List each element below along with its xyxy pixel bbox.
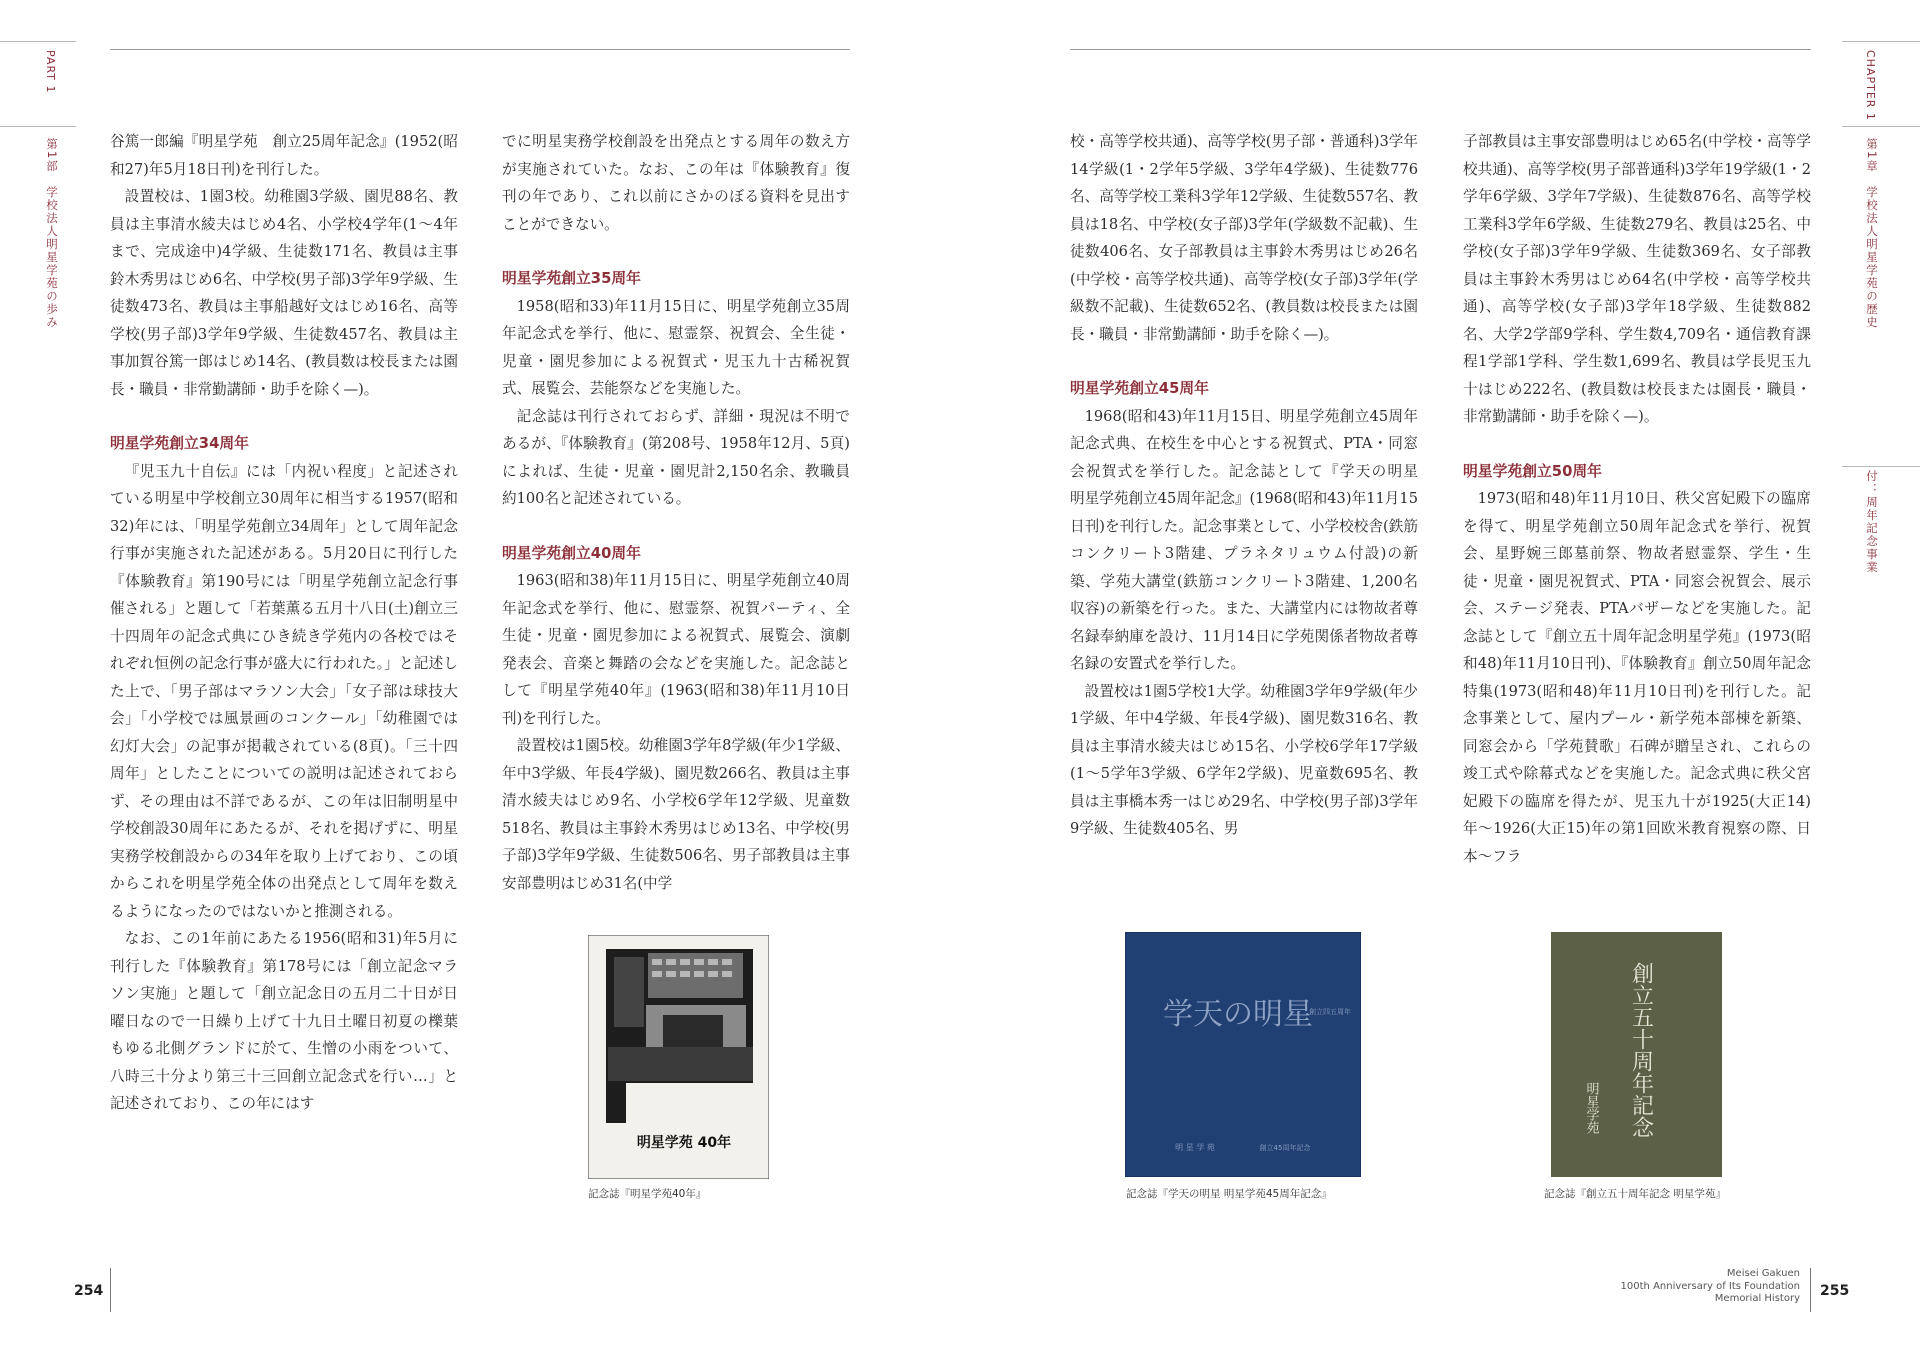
footer-line-1: Meisei Gakuen: [1726, 1268, 1800, 1279]
paragraph: 谷篤一郎編『明星学苑 創立25周年記念』(1952(昭和27)年5月18日刊)を刊行した。: [110, 133, 458, 178]
left-margin-rule: [0, 41, 76, 42]
paragraph: 記念誌は刊行されておらず、詳細・現況は不明であるが、『体験教育』(第208号、1958年12月、5頁)によれば、生徒・児童・園児計2,150名余、教職員約100名と記述されている。: [502, 407, 850, 507]
right-margin-rule-2: [1842, 126, 1920, 127]
figure-40th-caption: 記念誌『明星学苑40年』: [588, 1188, 707, 1200]
right-page-number-divider: [1810, 1268, 1811, 1312]
footer-line-2: 100th Anniversary of Its Foundation: [1620, 1280, 1800, 1292]
figure-50th-caption: 記念誌『創立五十周年記念 明星学苑』: [1544, 1188, 1726, 1200]
cover-50th-image: [1551, 932, 1722, 1177]
cover-50th-subtitle: 明星学苑: [1583, 1082, 1599, 1134]
paragraph: 子部教員は主事安部豊明はじめ65名(中学校・高等学校共通)、高等学校(男子部普通科)3学年19学級(1・2学年6学級、3学年7学級)、生徒数876名、高等学校工業科3学年6学級、生徒数279名、教員は25名、中学校(女子部)3学年9学級、生徒数369名、女子部教員は主事鈴木秀男はじめ64名(中学校・高等学校共通)、高等学校(女子部)3学年18学級、生徒数882名、大学2学部9学科、学生数4,709名・通信教育課程1学部1学科、学生数1,699名、教員は学長児玉九十はじめ222名、(教員数は校長または園長・職員・非常勤講師・助手を除く—)。: [1463, 133, 1811, 425]
paragraph: 設置校は1園5学校1大学。幼稚園3学年9学級(年少1学級、年中4学級、年長4学級)、園児数316名、教員は主事清水綾夫はじめ15名、小学校6学年17学級(1〜5学年3学級、6学年2学級)、児童数695名、教員は主事橋本秀一はじめ29名、中学校(男子部)3学年9学級、生徒数405名、男: [1070, 682, 1418, 837]
right-column-1: [1070, 128, 1433, 843]
cover-45th-bottom-right: 創立45周年記念: [1259, 1144, 1311, 1152]
footer-line-3: Memorial History: [1714, 1293, 1800, 1304]
right-margin-rule-3: [1842, 466, 1920, 467]
paragraph: 設置校は、1園3校。幼稚園3学級、園児88名、教員は主事清水綾夫はじめ4名、小学校4学年(1〜4年まで、完成途中)4学級、生徒数171名、教員は主事鈴木秀男はじめ6名、中学校(男子部)3学年9学級、生徒数473名、教員は主事船越好文はじめ16名、高等学校(男子部)3学年9学級、生徒数457名、教員は主事加賀谷篤一郎はじめ14名、(教員数は校長または園長・職員・非常勤講師・助手を除く—)。: [110, 188, 458, 398]
paragraph: 校・高等学校共通)、高等学校(男子部・普通科)3学年14学級(1・2学年5学級、3学年4学級)、生徒数776名、高等学校工業科3学年12学級、生徒数557名、教員は18名、中学校(女子部)3学年(学級数不記載)、生徒数406名、女子部教員は主事鈴木秀男はじめ26名(中学校・高等学校共通)、高等学校(女子部)3学年(学級数不記載)、生徒数652名、(教員数は校長または園長・職員・非常勤講師・助手を除く—)。: [1070, 133, 1418, 343]
part-title: 第1部 学校法人明星学苑の歩み: [45, 138, 59, 329]
paragraph: 設置校は1園5校。幼稚園3学年8学級(年少1学級、年中3学級、年長4学級)、園児数266名、教員は主事清水綾夫はじめ9名、小学校6学年12学級、児童数518名、教員は主事鈴木秀男はじめ13名、中学校(男子部)3学年9学級、生徒数506名、男子部教員は主事安部豊明はじめ31名(中学: [502, 737, 850, 892]
figure-45th-cover: [1125, 932, 1361, 1177]
right-page-number: 255: [1820, 1283, 1850, 1299]
appendix-title: 付：周年記念事業: [1865, 470, 1879, 574]
section-heading-40: 明星学苑創立40周年: [502, 544, 641, 562]
right-column-2: [1463, 128, 1811, 870]
cover-45th-title: 学天の明星: [1163, 997, 1313, 1032]
figure-45th-caption: 記念誌『学天の明星 明星学苑45周年記念』: [1126, 1188, 1332, 1200]
cover-40th-image: [588, 935, 769, 1179]
section-heading-45: 明星学苑創立45周年: [1070, 380, 1209, 397]
paragraph: 1963(昭和38)年11月15日に、明星学苑創立40周年記念式を挙行、他に、慰霊祭、祝賀パーティ、全生徒・児童・園児参加による祝賀式、展覧会、演劇発表会、音楽と舞踏の会などを実施した。記念誌として『明星学苑40年』(1963(昭和38)年11月10日刊)を刊行した。: [502, 572, 850, 727]
footer-book-title: [1600, 1268, 1800, 1306]
figure-40th-cover: [588, 935, 769, 1179]
figure-50th-cover: [1551, 932, 1722, 1177]
cover-45th-bottom-left: 明 星 学 苑: [1175, 1143, 1215, 1152]
left-page-number-divider: [110, 1268, 111, 1312]
part-label: PART 1: [44, 50, 57, 94]
right-margin-rule: [1842, 41, 1920, 42]
cover-50th-title: 創立五十周年記念: [1628, 962, 1654, 1138]
left-header-rule: [110, 49, 850, 50]
left-column-2: [502, 128, 850, 897]
cover-45th-image: [1125, 932, 1361, 1177]
paragraph: でに明星実務学校創設を出発点とする周年の数え方が実施されていた。なお、この年は『体験教育』復刊の年であり、これ以前にさかのぼる資料を見出すことができない。: [502, 133, 850, 233]
section-heading-35: 明星学苑創立35周年: [502, 270, 641, 287]
section-heading-50: 明星学苑創立50周年: [1463, 462, 1602, 480]
left-margin-rule-2: [0, 126, 76, 127]
paragraph: 『児玉九十自伝』には「内祝い程度」と記述されている明星中学校創立30周年に相当する1957(昭和32)年には、「明星学苑創立34周年」として周年記念行事が実施された記述がある。5月20日に刊行した『体験教育』第190号には「明星学苑創立記念行事催される」と題して「若葉薫る五月十八日(土)創立三十四周年の記念式典にひき続き学苑内の各校ではそれぞれ恒例の記念行事が盛大に行われた。」と記述した上で、「男子部はマラソン大会」「女子部は球技大会」「小学校では風景画のコンクール」「幼稚園では幻灯大会」の記事が掲載されている(8頁)。「三十四周年」としたことについての説明は記述されておらず、その理由は不詳であるが、この年は旧制明星中学校創設30周年にあたるが、それを掲げずに、明星実務学校創設からの34年を取り上げており、この頃からこれを明星学苑全体の出発点として周年を数えるようになったのではないかと推測される。: [110, 462, 458, 920]
left-column-1: [110, 128, 458, 1118]
paragraph: 1973(昭和48)年11月10日、秩父宮妃殿下の臨席を得て、明星学苑創立50周年記念式を挙行、祝賀会、星野婉三郎墓前祭、物故者慰霊祭、学生・生徒・児童・園児祝賀式、PTA・同窓会祝賀会、展示会、ステージ発表、PTAバザーなどを実施した。記念誌として『創立五十周年記念明星学苑』(1973(昭和48)年11月10日刊)、『体験教育』創立50周年記念特集(1973(昭和48)年11月10日刊)を刊行した。記念事業として、屋内プール・新学苑本部棟を新築、同窓会から「学苑賛歌」石碑が贈呈され、これらの竣工式や除幕式などを実施した。記念式典に秩父宮妃殿下の臨席を得たが、児玉九十が1925(大正14)年〜1926(大正15)年の第1回欧米教育視察の際、日本〜フラ: [1463, 490, 1811, 865]
cover-40th-title: 明星学苑 40年: [636, 1135, 732, 1151]
paragraph: 1958(昭和33)年11月15日に、明星学苑創立35周年記念式を挙行、他に、慰霊祭、祝賀会、全生徒・児童・園児参加による祝賀式・児玉九十古稀祝賀式、展覧会、芸能祭などを実施した。: [502, 297, 850, 397]
paragraph: 1968(昭和43)年11月15日、明星学苑創立45周年記念式典、在校生を中心とする祝賀式、PTA・同窓会祝賀式を挙行した。記念誌として『学天の明星 明星学苑創立45周年記念』(1968(昭和43)年11月15日刊)を刊行した。記念事業として、小学校校舎(鉄筋コンクリート3階建、プラネタリュウム付設)の新築、学苑大講堂(鉄筋コンクリート3階建、1,200名収容)の新築を行った。また、大講堂内には物故者尊名録奉納庫を設け、11月14日に学苑関係者物故者尊名録の安置式を挙行した。: [1070, 407, 1433, 672]
chapter-label: CHAPTER 1: [1864, 50, 1877, 121]
chapter-title: 第1章 学校法人明星学苑の歴史: [1865, 138, 1879, 329]
paragraph: なお、この1年前にあたる1956(昭和31)年5月に刊行した『体験教育』第178号には「創立記念マラソン実施」と題して「創立記念日の五月二十日が日曜日なので一日繰り上げて十九日土曜日初夏の櫟葉もゆる北側グランドに於て、生憎の小雨をついて、八時三十分より第三十三回創立記念式を行い…」と記述されており、この年にはす: [110, 930, 458, 1112]
left-page-number: 254: [74, 1283, 104, 1299]
right-header-rule: [1070, 49, 1811, 50]
cover-45th-small-label: 創立四五周年: [1309, 1008, 1351, 1016]
section-heading-34: 明星学苑創立34周年: [110, 435, 249, 452]
